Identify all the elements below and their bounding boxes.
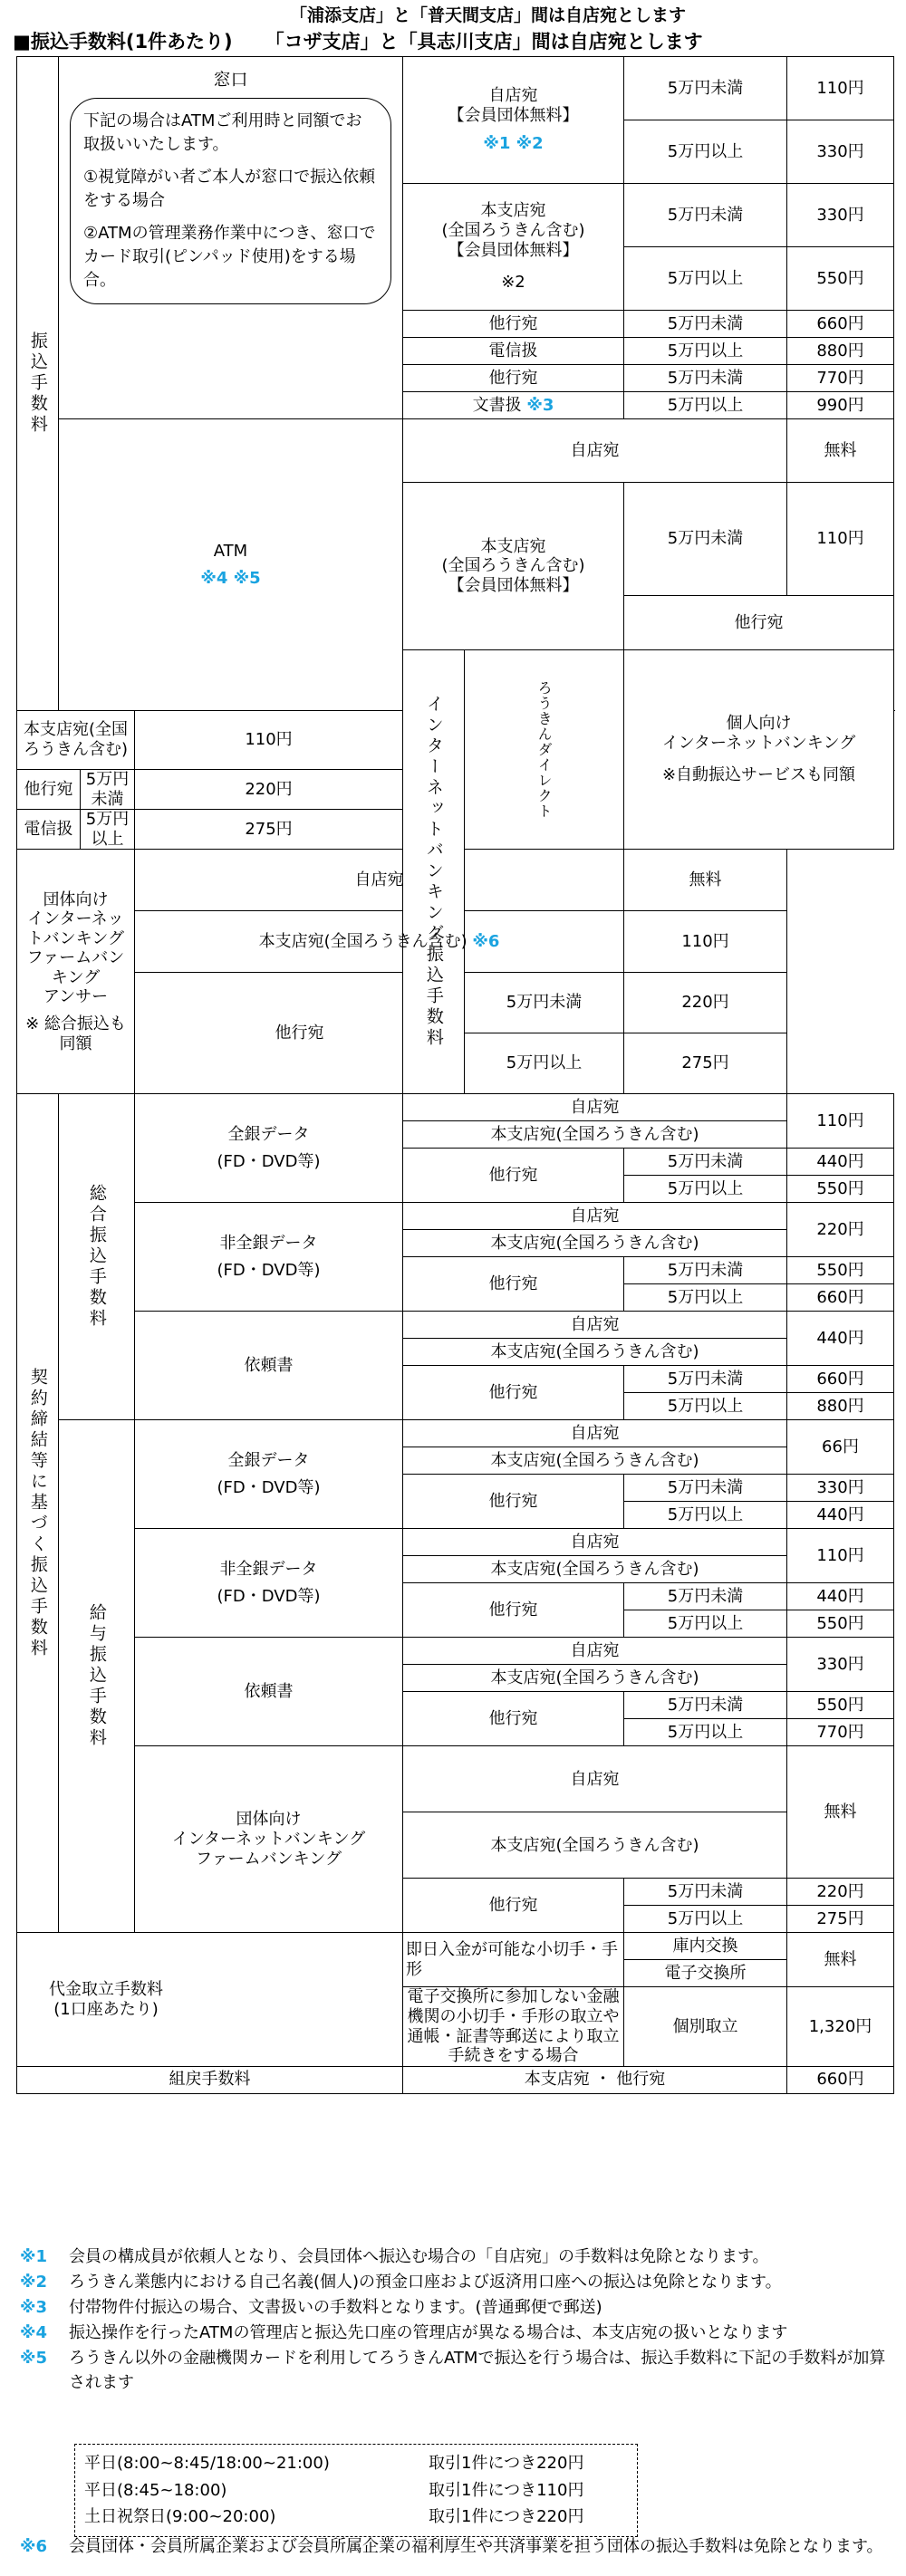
- amount-cell: 5万円未満: [624, 483, 787, 596]
- amount-cell: 5万円未満: [624, 1583, 787, 1610]
- fee-cell: 550円: [787, 1176, 894, 1203]
- fee-cell: 660円: [787, 2066, 894, 2093]
- amount-cell: 5万円未満: [624, 1366, 787, 1393]
- title-text: ■振込手数料(1件あたり): [13, 31, 233, 53]
- fee-cell: 330円: [787, 184, 894, 247]
- counter-note-intro: 下記の場合はATMご利用時と同額でお取扱いいたします。: [83, 111, 362, 154]
- fee-cell: 770円: [787, 1719, 894, 1746]
- fee-cell: 66円: [787, 1420, 894, 1475]
- fee-cell: 110円: [135, 711, 403, 770]
- salary-row-2-label: 非全銀データ (FD・DVD等): [135, 1529, 403, 1638]
- fee-cell: 無料: [787, 1746, 894, 1879]
- counter-wire: 電信扱: [403, 338, 624, 365]
- amount-cell: 5万円以上: [624, 1284, 787, 1312]
- amount-cell: 5万円未満: [624, 184, 787, 247]
- hq-branch-cell: 本支店宛(全国ろうきん含む): [403, 1665, 787, 1692]
- exchange-e-cell: 電子交換所: [624, 1960, 787, 1987]
- fee-cell: 440円: [787, 1502, 894, 1529]
- transfer-fee-group-label: 振込手数料: [17, 57, 59, 711]
- fee-cell: 440円: [787, 1312, 894, 1366]
- fee-cell: 275円: [135, 810, 403, 850]
- collection-fee-label: 代金取立手数料 (1口座あたり): [49, 1979, 163, 2019]
- fee-cell: 660円: [787, 311, 894, 338]
- amount-cell: 5万円以上: [624, 1610, 787, 1638]
- salary-row-1-label: 全銀データ (FD・DVD等): [135, 1420, 403, 1529]
- salary-transfer-label: 給与振込手数料: [59, 1420, 135, 1933]
- counter-document: 文書扱 ※3: [403, 392, 624, 419]
- fee-cell: 440円: [787, 1583, 894, 1610]
- amount-cell: 5万円以上: [624, 1502, 787, 1529]
- counter-hq-branch: 本支店宛 (全国ろうきん含む) 【会員団体無料】 ※2: [403, 184, 624, 311]
- title-note: 「コザ支店」と「具志川支店」間は自店宛とします: [265, 31, 703, 53]
- fee-cell: 550円: [787, 1257, 894, 1284]
- atm-other-bank: 他行宛: [624, 596, 894, 650]
- hq-branch-cell: 本支店宛(全国ろうきん含む): [403, 1121, 787, 1149]
- internet-group-label: インターネットバンキング振込手数料: [403, 650, 465, 1094]
- amount-cell: 5万円未満: [624, 1475, 787, 1502]
- other-bank-cell: 他行宛: [403, 1879, 624, 1933]
- counter-note-box: [70, 98, 391, 305]
- atm-own-branch: 自店宛: [403, 419, 787, 483]
- footnote-2: ※2 ろうきん業態内における自己名義(個人)の預金口座および返済用口座への振込は免除となります。: [20, 2272, 782, 2292]
- atm-marks: ※4 ※5: [200, 568, 261, 588]
- atm-hq-branch: 本支店宛 (全国ろうきん含む) 【会員団体無料】: [403, 483, 624, 650]
- page-title: [13, 27, 703, 54]
- amount-cell: 5万円以上: [624, 120, 787, 184]
- salary-ib-label: 団体向け インターネットバンキング ファームバンキング: [135, 1746, 403, 1933]
- fee-cell: 990円: [787, 392, 894, 419]
- surcharge-row: 土日祝祭日(9:00~20:00) 取引1件につき220円: [84, 2507, 584, 2527]
- fee-cell: 1,320円: [787, 1987, 894, 2066]
- counter-own-branch: 自店宛 【会員団体無料】 ※1 ※2: [403, 57, 624, 184]
- other-bank-cell: 他行宛: [403, 1149, 624, 1203]
- fee-cell: 110円: [624, 911, 787, 973]
- other-bank-cell: 他行宛: [403, 1692, 624, 1746]
- amount-cell: 5万円未満: [624, 1257, 787, 1284]
- atm-cell: ATM ※4 ※5: [59, 419, 403, 711]
- amount-cell: 5万円以上: [624, 392, 787, 419]
- fee-cell: 440円: [787, 1149, 894, 1176]
- amount-cell: 5万円以上: [624, 1176, 787, 1203]
- footnote-4: ※4 振込操作を行ったATMの管理店と振込先口座の管理店が異なる場合は、本支店宛の扱いとなります: [20, 2322, 788, 2342]
- fee-cell: 550円: [787, 1610, 894, 1638]
- fee-cell: 550円: [787, 1692, 894, 1719]
- fee-cell: 275円: [787, 1906, 894, 1933]
- hq-branch-cell: 本支店宛(全国ろうきん含む): [403, 1230, 787, 1257]
- general-row-3-label: 依頼書: [135, 1312, 403, 1420]
- fee-cell: 660円: [787, 1284, 894, 1312]
- general-transfer-label: 総合振込手数料: [59, 1094, 135, 1420]
- own-branch-cell: 自店宛: [403, 1746, 787, 1812]
- general-row-1-label: 全銀データ (FD・DVD等): [135, 1094, 403, 1203]
- own-branch-cell: 自店宛: [403, 1203, 787, 1230]
- surcharge-row: 平日(8:00~8:45/18:00~21:00) 取引1件につき220円: [84, 2454, 584, 2473]
- fee-cell: 770円: [787, 365, 894, 392]
- amount-cell: 5万円未満: [624, 311, 787, 338]
- amount-cell: 5万円以上: [624, 1393, 787, 1420]
- fee-cell: 110円: [787, 1529, 894, 1583]
- footnotes: [20, 2244, 899, 2396]
- amount-cell: 5万円未満: [624, 1149, 787, 1176]
- fee-cell: 110円: [787, 483, 894, 596]
- other-collection-cell: 電子交換所に参加しない金融機関の小切手・手形の取立や 通帳・証書等郵送により取立手続きをする場合: [403, 1987, 624, 2066]
- fee-table: [16, 56, 894, 2094]
- amount-cell: 5万円未満: [624, 1692, 787, 1719]
- footnote-1: ※1 会員の構成員が依頼人となり、会員団体へ振込む場合の「自店宛」の手数料は免除となります。: [20, 2247, 769, 2266]
- other-bank-cell: 他行宛: [403, 1257, 624, 1312]
- group-hq-branch: 本支店宛(全国ろうきん含む) ※6: [135, 911, 624, 973]
- amount-cell: 5万円以上: [624, 338, 787, 365]
- counter-note-1: ①視覚障がい者ご本人が窓口で振込依頼をする場合: [83, 167, 376, 211]
- other-bank-cell: 他行宛: [403, 1475, 624, 1529]
- own-branch-cell: 自店宛: [403, 1312, 787, 1339]
- amount-cell: 5万円未満: [624, 365, 787, 392]
- counter-other-bank: 他行宛: [403, 311, 624, 338]
- fee-cell: 220円: [787, 1879, 894, 1906]
- counter-other-bank-2: 他行宛: [403, 365, 624, 392]
- amount-cell: 5万円未満: [81, 770, 135, 810]
- surcharge-row: 平日(8:45~18:00) 取引1件につき110円: [84, 2480, 584, 2500]
- amount-cell: 5万円以上: [624, 247, 787, 311]
- amount-cell: 5万円以上: [81, 810, 135, 850]
- surcharge-box: [74, 2444, 638, 2537]
- fee-cell: 220円: [787, 1203, 894, 1257]
- personal-hq-branch: 本支店宛(全国ろうきん含む): [17, 711, 135, 770]
- fee-cell: 660円: [787, 1366, 894, 1393]
- return-fee-scope: 本支店宛 ・ 他行宛: [403, 2066, 787, 2093]
- other-bank-cell: 他行宛: [403, 1583, 624, 1638]
- group-other-fees: 220円 275円: [624, 973, 787, 1094]
- amount-cell: 5万円未満: [624, 57, 787, 120]
- group-other-bank: 他行宛: [135, 973, 465, 1094]
- own-branch-cell: 自店宛: [403, 1420, 787, 1447]
- fee-cell: 880円: [787, 338, 894, 365]
- amount-cell: 5万円以上: [624, 1719, 787, 1746]
- fee-cell: 110円: [787, 1094, 894, 1149]
- fee-cell: 無料: [787, 419, 894, 483]
- general-row-2-label: 非全銀データ (FD・DVD等): [135, 1203, 403, 1312]
- footnote-3: ※3 付帯物件付振込の場合、文書扱いの手数料となります。(普通郵便で郵送): [20, 2297, 602, 2317]
- exchange-in-cell: 庫内交換: [624, 1933, 787, 1960]
- footnote-6: ※6 会員団体・会員所属企業および会員所属企業の福利厚生や共済事業を担う団体の振込手数料は免除となります。: [20, 2537, 883, 2556]
- group-ib-cell: 団体向け インターネットバンキング ファームバンキング アンサー ※ 総合振込も同額: [17, 850, 135, 1094]
- fee-cell: 330円: [787, 1475, 894, 1502]
- other-bank-cell: 他行宛: [403, 1366, 624, 1420]
- counter-doc-mark: ※3: [526, 395, 554, 415]
- group-other-amounts: 5万円未満 5万円以上: [465, 973, 624, 1094]
- counter-window-cell: [59, 57, 403, 419]
- personal-wire: 電信扱: [17, 810, 81, 850]
- hq-branch-cell: 本支店宛(全国ろうきん含む): [403, 1339, 787, 1366]
- collection-fee-label-wrap: [17, 1933, 403, 2066]
- fee-cell: 550円: [787, 247, 894, 311]
- return-fee-label: 組戻手数料: [17, 2066, 403, 2093]
- amount-cell: 5万円未満: [624, 1879, 787, 1906]
- personal-ib-cell: 個人向け インターネットバンキング ※自動振込サービスも同額: [624, 650, 894, 850]
- counter-own-marks: ※1 ※2: [483, 134, 544, 154]
- fee-cell: 330円: [787, 120, 894, 184]
- counter-note-2: ②ATMの管理業務作業中につき、窓口でカード取引(ピンパッド使用)をする場合。: [83, 224, 376, 291]
- same-day-cell: 即日入金が可能な小切手・手形: [403, 1933, 624, 1987]
- contract-group-label: 契約締結等に基づく振込手数料: [17, 1094, 59, 1933]
- hq-branch-cell: 本支店宛(全国ろうきん含む): [403, 1812, 787, 1879]
- salary-row-3-label: 依頼書: [135, 1638, 403, 1746]
- fee-cell: 220円: [135, 770, 403, 810]
- group-hq-mark: ※6: [472, 932, 500, 952]
- own-branch-cell: 自店宛: [403, 1094, 787, 1121]
- fee-cell: 880円: [787, 1393, 894, 1420]
- footnote-5: ※5 ろうきん以外の金融機関カードを利用してろうきんATMで振込を行う場合は、振込手数料に下記の手数料が加算されます: [20, 2348, 886, 2393]
- counter-window-label: 窓口: [213, 70, 248, 90]
- individual-collection-cell: 個別取立: [624, 1987, 787, 2066]
- fee-cell: 無料: [787, 1933, 894, 1987]
- direct-label: ろうきんダイレクト: [465, 650, 624, 850]
- fee-cell: 110円: [787, 57, 894, 120]
- own-branch-cell: 自店宛: [403, 1529, 787, 1556]
- hq-branch-cell: 本支店宛(全国ろうきん含む): [403, 1447, 787, 1475]
- fee-cell: 330円: [787, 1638, 894, 1692]
- amount-cell: 5万円以上: [624, 1906, 787, 1933]
- personal-other-bank: 他行宛: [17, 770, 81, 810]
- hq-branch-cell: 本支店宛(全国ろうきん含む): [403, 1556, 787, 1583]
- fee-cell: 無料: [624, 850, 787, 911]
- top-note: 「浦添支店」と「普天間支店」間は自店宛とします: [290, 5, 687, 25]
- own-branch-cell: 自店宛: [403, 1638, 787, 1665]
- group-own-branch: 自店宛: [135, 850, 624, 911]
